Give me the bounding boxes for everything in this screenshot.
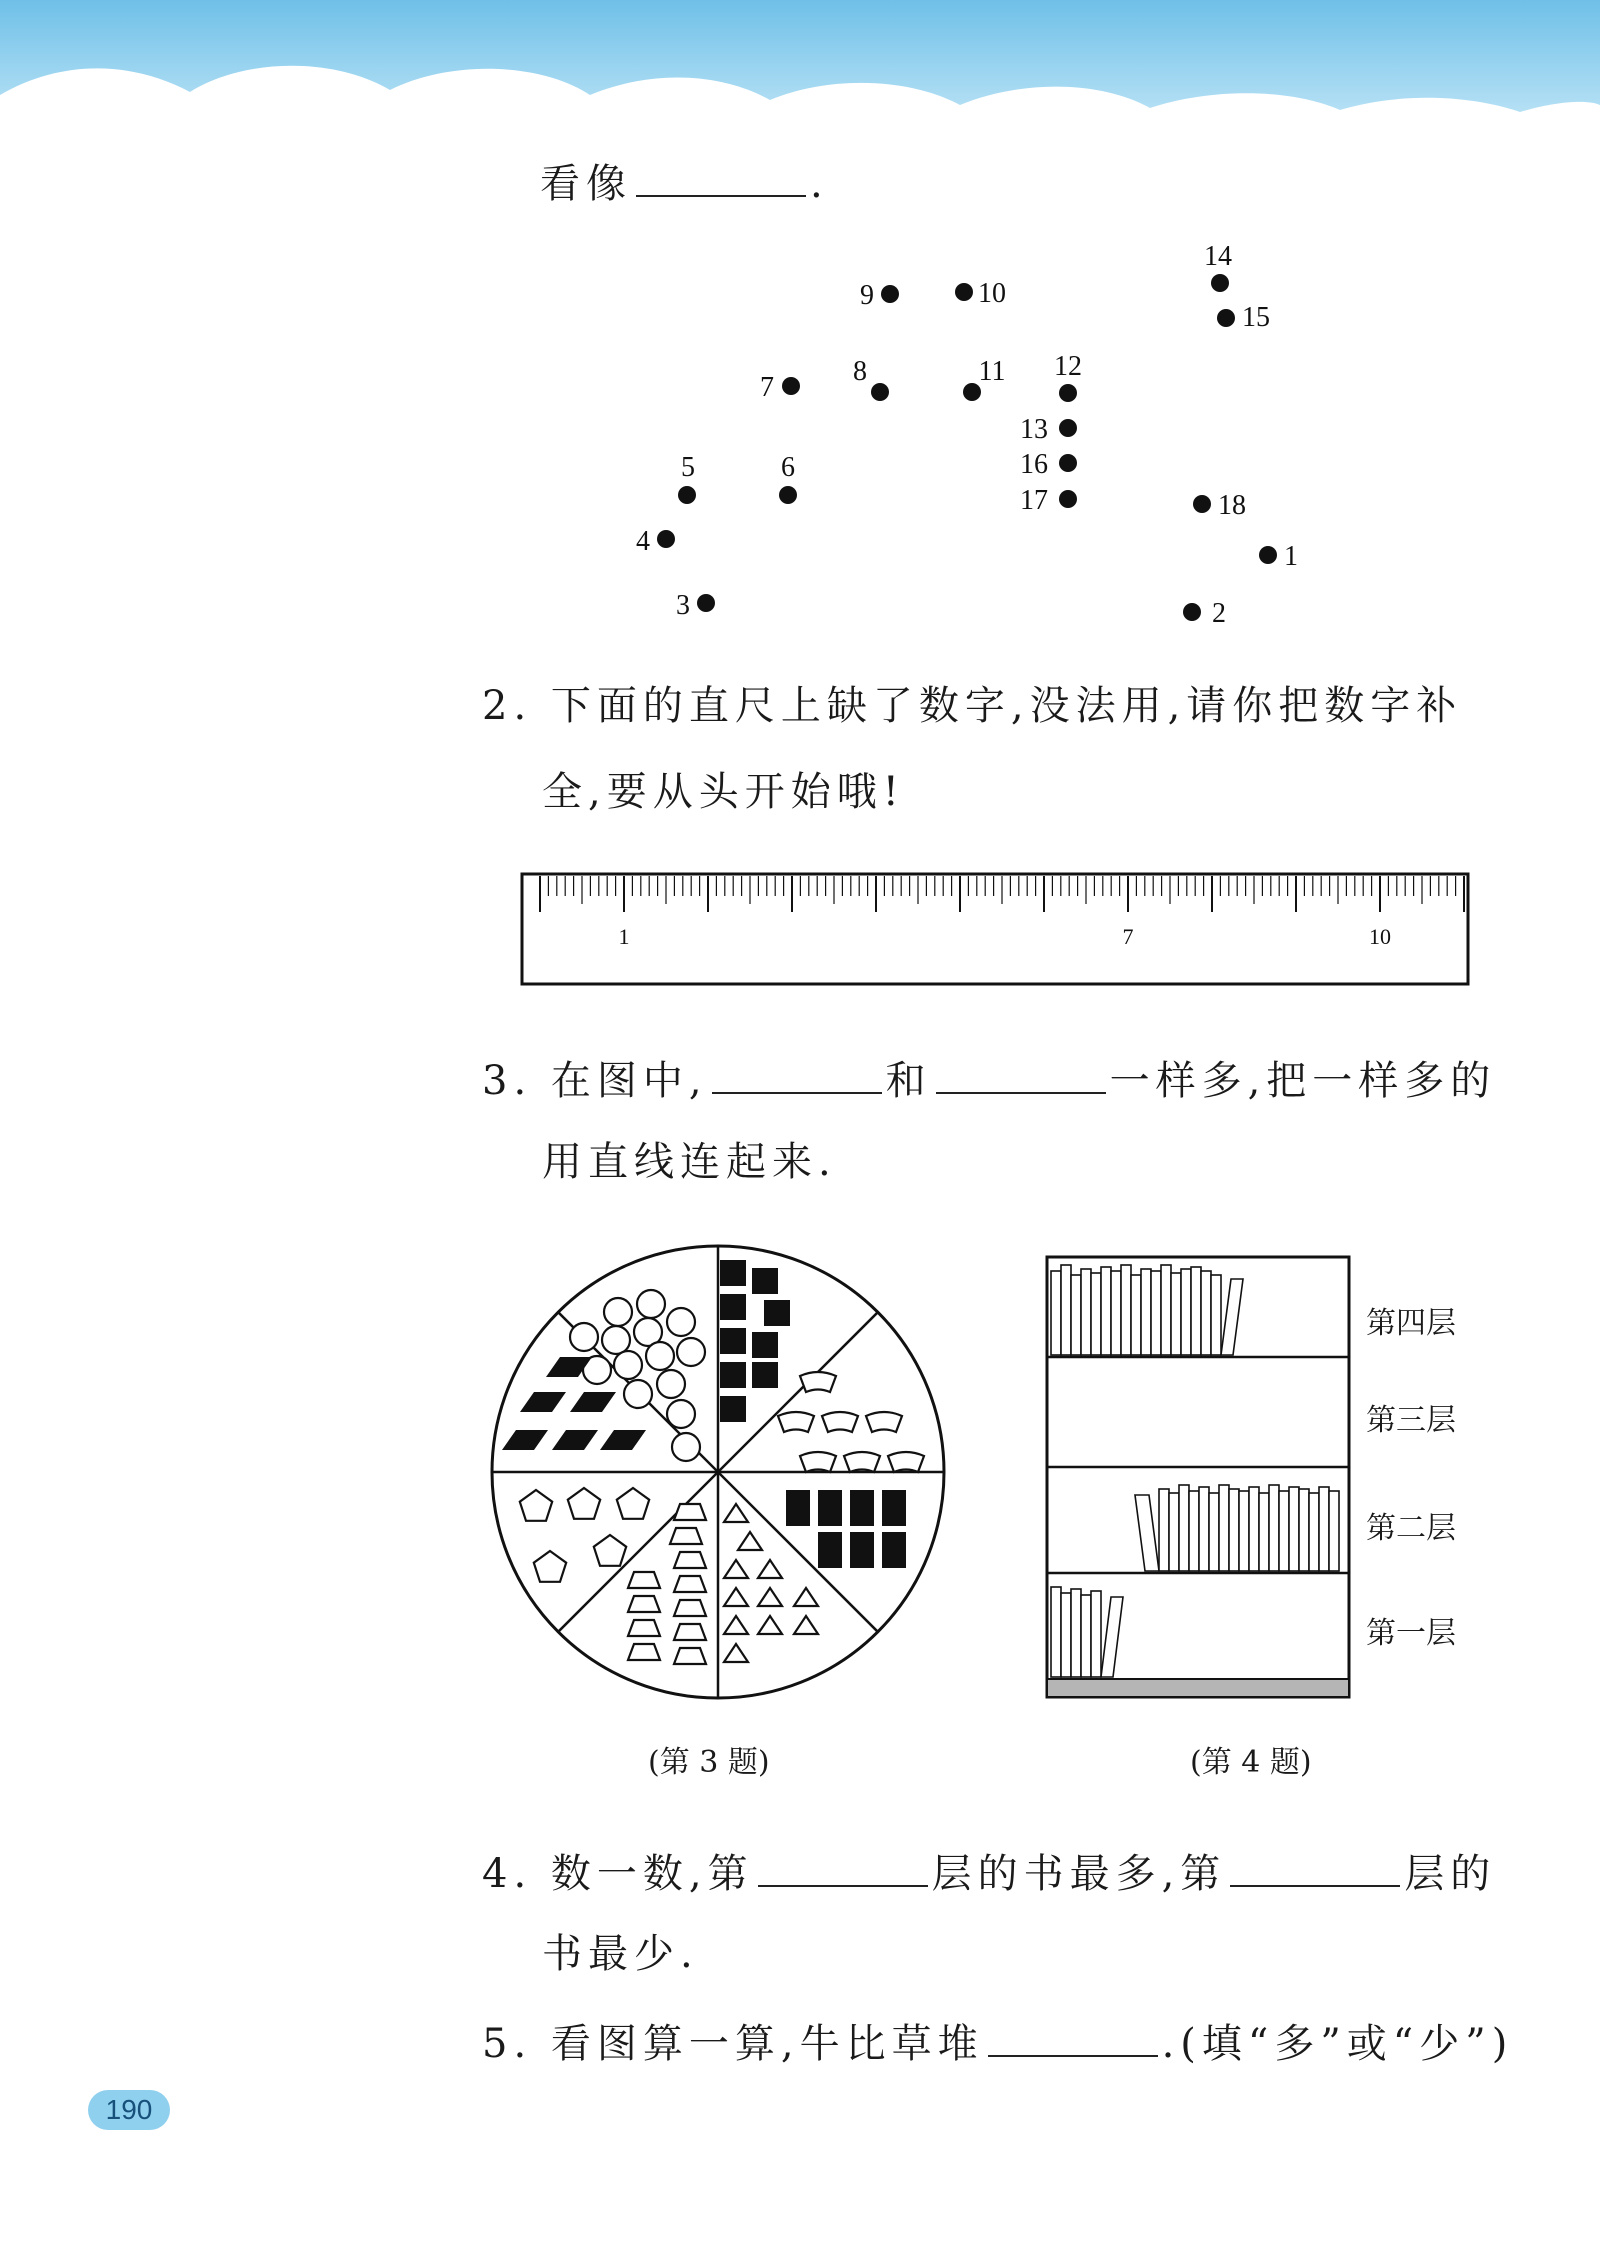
q3-answer-blank-2[interactable] (936, 1052, 1106, 1094)
book (1061, 1265, 1071, 1355)
q4-prefix: 4. 数一数,第 (482, 1851, 754, 1897)
rectangle-shape (882, 1490, 906, 1526)
q3-end: 一样多,把一样多的 (1109, 1058, 1497, 1104)
book (1269, 1485, 1279, 1571)
book (1121, 1265, 1131, 1355)
dot-label-14: 14 (1204, 241, 1232, 272)
rectangle-shape (850, 1490, 874, 1526)
dot-label-6: 6 (781, 452, 795, 483)
wheel-sectors (492, 1246, 944, 1698)
books-layer-1 (1051, 1587, 1123, 1677)
dot-label-17: 17 (1020, 485, 1048, 516)
q4-answer-blank-2[interactable] (1230, 1845, 1400, 1887)
trapezoid-shape (674, 1624, 706, 1640)
book (1141, 1269, 1151, 1355)
circle-shape (637, 1290, 665, 1318)
square-shape (764, 1300, 790, 1326)
q2-line1: 2. 下面的直尺上缺了数字,没法用,请你把数字补 (482, 683, 1463, 729)
square-shape (720, 1260, 746, 1286)
book (1239, 1491, 1249, 1571)
dot-5[interactable] (678, 486, 696, 504)
trapezoid-shape (628, 1644, 660, 1660)
square-shape (720, 1294, 746, 1320)
circle-shape (667, 1308, 695, 1336)
dot-13[interactable] (1059, 419, 1077, 437)
book (1169, 1493, 1179, 1571)
book (1259, 1493, 1269, 1571)
dot-label-18: 18 (1218, 490, 1246, 521)
book (1209, 1493, 1219, 1571)
book (1229, 1489, 1239, 1571)
book (1199, 1487, 1209, 1571)
book (1091, 1591, 1101, 1677)
dot-label-15: 15 (1242, 302, 1270, 333)
dot-14[interactable] (1211, 274, 1229, 292)
trapezoid-shape (628, 1620, 660, 1636)
dot-label-11: 11 (978, 356, 1006, 387)
dot-label-5: 5 (681, 452, 695, 483)
dot-17[interactable] (1059, 490, 1077, 508)
q3-answer-blank-1[interactable] (712, 1052, 882, 1094)
q3-mid: 和 (885, 1058, 932, 1104)
book (1081, 1595, 1091, 1677)
circle-shape (657, 1370, 685, 1398)
book (1101, 1267, 1111, 1355)
book (1309, 1493, 1319, 1571)
q1-line (540, 155, 829, 208)
dot-15[interactable] (1217, 309, 1235, 327)
dot-label-16: 16 (1020, 449, 1048, 480)
dot-8[interactable] (871, 383, 889, 401)
dot-to-dot-puzzle (0, 220, 1600, 650)
book (1189, 1491, 1199, 1571)
dot-7[interactable] (782, 377, 800, 395)
dot-label-7: 7 (760, 372, 774, 403)
circle-shape (672, 1433, 700, 1461)
q2-line2: 全,要从头开始哦! (542, 769, 905, 815)
q5-prefix: 5. 看图算一算,牛比草堆 (482, 2021, 984, 2067)
trapezoid-shape (674, 1576, 706, 1592)
ruler-figure[interactable] (520, 870, 1470, 990)
book (1151, 1271, 1161, 1355)
square-shape (752, 1362, 778, 1388)
ruler-label-10: 10 (1369, 924, 1391, 949)
book (1071, 1275, 1081, 1355)
book (1211, 1275, 1221, 1355)
ruler-body (522, 874, 1468, 984)
trapezoid-shape (674, 1648, 706, 1664)
bookshelf-figure (1045, 1255, 1355, 1705)
page-number: 190 (88, 2090, 170, 2130)
dot-6[interactable] (779, 486, 797, 504)
q4-answer-blank-1[interactable] (758, 1845, 928, 1887)
book (1179, 1485, 1189, 1571)
book (1081, 1269, 1091, 1355)
circle-shape (614, 1351, 642, 1379)
shelf-label-1: 第一层 (1366, 1616, 1456, 1651)
fan-shape (800, 1372, 836, 1392)
trapezoid-shape (674, 1600, 706, 1616)
rectangle-shape (882, 1532, 906, 1568)
dot-3[interactable] (697, 594, 715, 612)
book (1319, 1487, 1329, 1571)
circle-shape (602, 1326, 630, 1354)
dot-label-13: 13 (1020, 414, 1048, 445)
circle-shape (570, 1323, 598, 1351)
shelf-label-2: 第二层 (1366, 1511, 1456, 1546)
dot-10[interactable] (955, 283, 973, 301)
shelf-label-4: 第四层 (1366, 1306, 1456, 1341)
ruler-label-1: 1 (618, 924, 630, 949)
dot-label-8: 8 (853, 356, 867, 387)
book (1329, 1491, 1339, 1571)
dot-label-2: 2 (1212, 598, 1226, 629)
dot-12[interactable] (1059, 384, 1077, 402)
fan-shape (778, 1412, 814, 1432)
book (1061, 1593, 1071, 1677)
sky-cloud-header (0, 0, 1600, 170)
q4-end: 层的 (1404, 1851, 1497, 1897)
dot-9[interactable] (881, 285, 899, 303)
dot-16[interactable] (1059, 454, 1077, 472)
trapezoid-shape (674, 1504, 706, 1520)
dot-1[interactable] (1259, 546, 1277, 564)
book (1091, 1273, 1101, 1355)
book (1279, 1491, 1289, 1571)
q5-answer-blank[interactable] (988, 2015, 1158, 2057)
q1-suffix: . (810, 161, 829, 207)
q3-line2: 用直线连起来. (542, 1139, 837, 1185)
square-shape (752, 1332, 778, 1358)
fan-shape (844, 1452, 880, 1472)
q1-prefix: 看像 (540, 161, 632, 207)
dot-2[interactable] (1183, 603, 1201, 621)
book (1161, 1265, 1171, 1355)
q3-prefix: 3. 在图中, (482, 1058, 708, 1104)
book (1201, 1271, 1211, 1355)
dot-label-10: 10 (978, 278, 1006, 309)
q5-line (482, 2015, 1513, 2068)
circle-shape (667, 1400, 695, 1428)
q4-mid: 层的书最多,第 (931, 1851, 1227, 1897)
rectangle-shape (786, 1490, 810, 1526)
circle-shape (624, 1380, 652, 1408)
q3-line1 (482, 1052, 1496, 1105)
dot-label-1: 1 (1284, 541, 1298, 572)
rectangle-shape (818, 1490, 842, 1526)
q4-line1 (482, 1845, 1496, 1898)
q4-line2: 书最少. (542, 1931, 699, 1977)
ruler-label-7: 7 (1122, 924, 1134, 949)
fan-shape (822, 1412, 858, 1432)
q1-answer-blank[interactable] (636, 155, 806, 197)
book (1111, 1271, 1121, 1355)
square-shape (720, 1396, 746, 1422)
books-layer-4 (1051, 1265, 1243, 1355)
dot-label-3: 3 (676, 590, 690, 621)
dot-4[interactable] (657, 530, 675, 548)
square-shape (720, 1328, 746, 1354)
book (1131, 1275, 1141, 1355)
book (1051, 1271, 1061, 1355)
circle-shape (604, 1298, 632, 1326)
trapezoid-shape (670, 1528, 702, 1544)
caption-fig4: (第 4 题) (1190, 1745, 1312, 1780)
book (1159, 1489, 1169, 1571)
q5-suffix: .(填“多”或“少”) (1161, 2021, 1514, 2067)
circle-shape (646, 1342, 674, 1370)
dot-18[interactable] (1193, 495, 1211, 513)
dot-label-4: 4 (636, 526, 650, 557)
books-layer-2 (1135, 1485, 1339, 1571)
shapes-wheel-figure (488, 1242, 948, 1702)
book (1289, 1487, 1299, 1571)
circle-shape (677, 1338, 705, 1366)
book (1299, 1489, 1309, 1571)
dot-label-9: 9 (860, 280, 874, 311)
book (1051, 1587, 1061, 1677)
rectangle-shape (818, 1532, 842, 1568)
book (1249, 1487, 1259, 1571)
fan-shape (866, 1412, 902, 1432)
rectangle-shape (850, 1532, 874, 1568)
book (1181, 1269, 1191, 1355)
caption-fig3: (第 3 题) (648, 1745, 770, 1780)
fan-shape (800, 1452, 836, 1472)
trapezoid-shape (674, 1552, 706, 1568)
trapezoid-shape (628, 1572, 660, 1588)
dot-label-12: 12 (1054, 351, 1082, 382)
book (1191, 1267, 1201, 1355)
shelf-label-3: 第三层 (1366, 1403, 1456, 1438)
shelf-base (1047, 1679, 1349, 1697)
trapezoid-shape (628, 1596, 660, 1612)
square-shape (752, 1268, 778, 1294)
book (1171, 1273, 1181, 1355)
book (1219, 1485, 1229, 1571)
square-shape (720, 1362, 746, 1388)
fan-shape (888, 1452, 924, 1472)
book (1071, 1589, 1081, 1677)
